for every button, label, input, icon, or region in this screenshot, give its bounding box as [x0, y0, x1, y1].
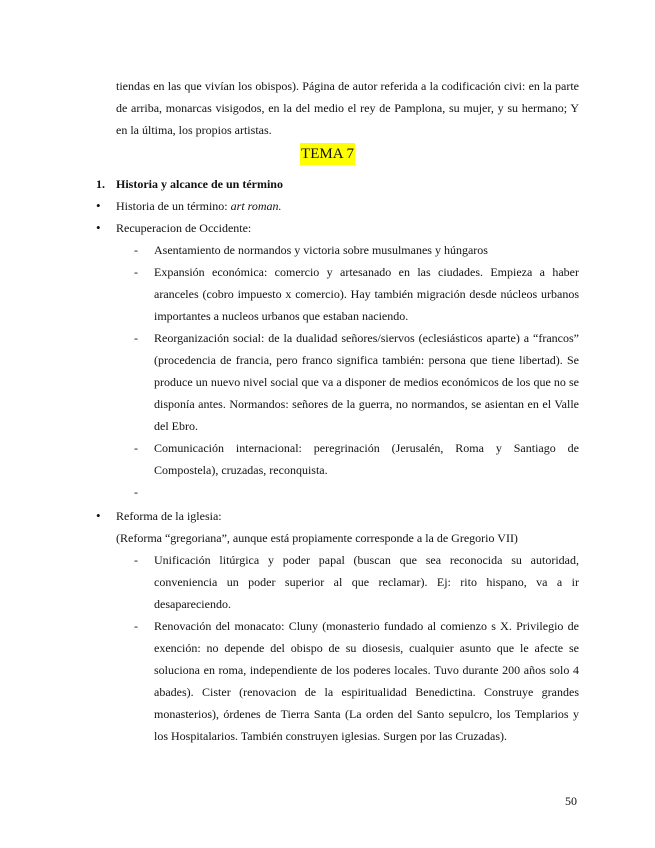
- section-title: TEMA 7: [300, 143, 355, 165]
- bullet-label: Historia de un término:: [116, 199, 231, 213]
- sub-item-renovacion: - Renovación del monacato: Cluny (monasterio fundado al comienzo s X. Privilegio de exención: no depende del obispo de su diosesis, cualquier asunto que le afecte se soluciona en roma, independiente de los poderes locales. Tuvo durante 200 años solo 4 abades). Cister (renovacion de la espiritualidad Benedictina. Construye grandes monasterios), órdenes de Tierra Santa (La orden del Santo sepulcro, los Templarios y los Hospitalarios. También construyen iglesias. Surgen por las Cruzadas).: [154, 615, 579, 747]
- bullet-item-recuperacion: • Recuperacion de Occidente:: [116, 217, 579, 239]
- sub-item-expansion: - Expansión económica: comercio y artesanado en las ciudades. Empieza a haber aranceles (cobro impuesto x comercio). Hay también migración desde núcleos urbanos importantes a nucleos urbanos que estaban naciendo.: [154, 261, 579, 327]
- bullet-item-reforma: • Reforma de la iglesia:: [116, 505, 579, 527]
- bullet-note: (Reforma “gregoriana”, aunque está propiamente corresponde a la de Gregorio VII): [116, 531, 518, 545]
- sub-item-comunicacion: - Comunicación internacional: peregrinación (Jerusalén, Roma y Santiago de Compostela), cruzadas, reconquista.: [154, 437, 579, 481]
- bullet-item-historia: [116, 195, 579, 217]
- heading-text: Historia y alcance de un término: [116, 177, 283, 191]
- page-number: 50: [565, 794, 577, 808]
- section-title-wrapper: [0, 143, 655, 165]
- bullet-italic-term: art roman.: [230, 199, 282, 213]
- section-heading: [96, 173, 283, 195]
- sub-item-unificacion: - Unificación litúrgica y poder papal (buscan que sea reconocida su autoridad, conveniencia un poder superior al que reclamar). Ej: rito hispano, va a ir desapareciendo.: [154, 549, 579, 615]
- intro-paragraph: tiendas en las que vivían los obispos). Página de autor referida a la codificación civi: en la parte de arriba, monarcas visigodos, en la del medio el rey de Pamplona, su mujer, y su hermano; Y en la última, los propios artistas.: [116, 79, 579, 137]
- sub-item-asentamiento: - Asentamiento de normandos y victoria sobre musulmanes y húngaros: [154, 239, 579, 261]
- heading-number: 1.: [96, 177, 105, 191]
- sub-item-reorganizacion: - Reorganización social: de la dualidad señores/siervos (eclesiásticos aparte) a “francos” (procedencia de francia, pero franco significa también: persona que tiene libertad). Se produce un nuevo nivel social que va a disponer de medios económicos de los que no se disponía antes. Normandos: señores de la guerra, no normandos, se asientan en el Valle del Ebro.: [154, 327, 579, 437]
